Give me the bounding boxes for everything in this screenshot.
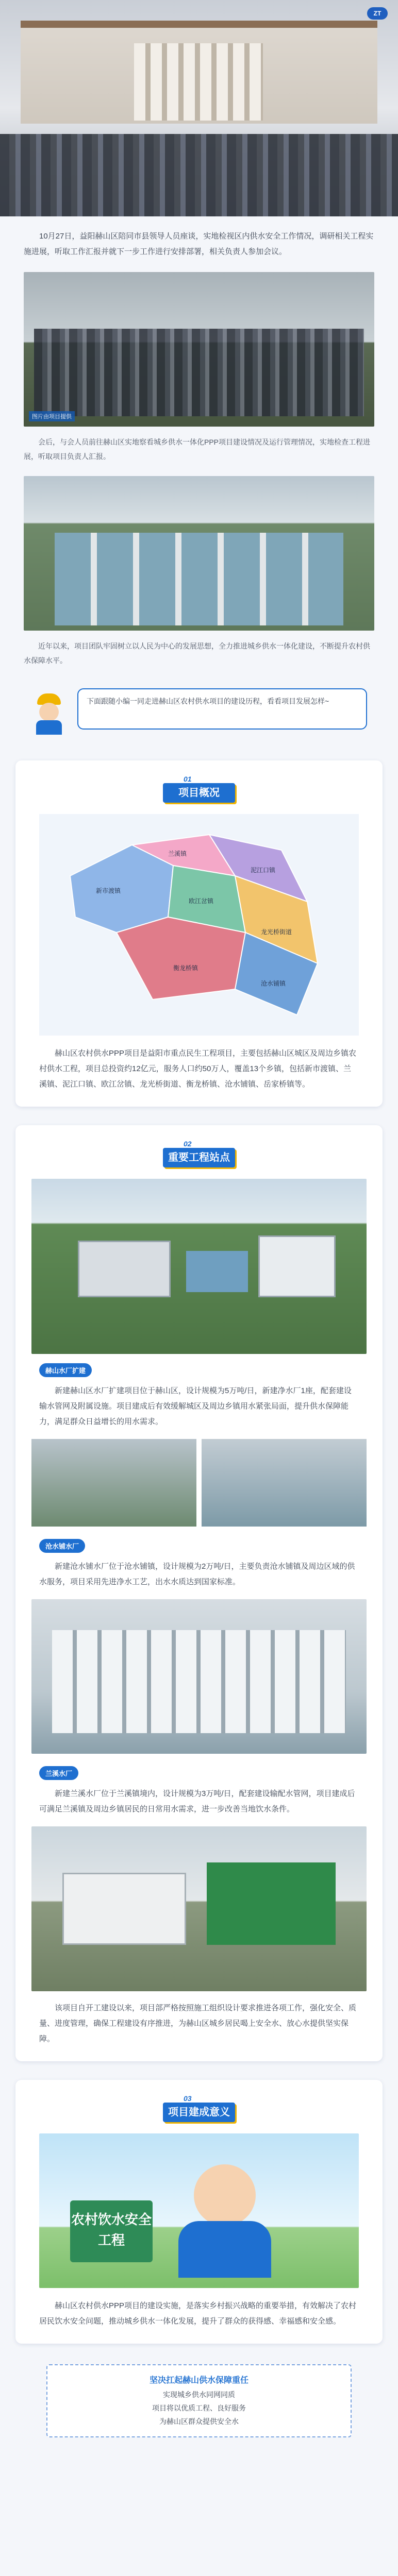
plant1-text: 新建赫山区水厂扩建项目位于赫山区，设计规模为5万吨/日，新建净水厂1座，配套建设输水管网及附属设施。项目建成后有效缓解城区及周边乡镇用水紧张局面，提升供水保障能力，满足群众日益增长的用水需求。 [39, 1386, 352, 1426]
section-stations-card [15, 1125, 383, 2061]
plant2-text: 新建沧水铺水厂位于沧水铺镇，设计规模为2万吨/日，主要负责沧水铺镇及周边区域的供水服务，项目采用先进净水工艺，出水水质达到国家标准。 [39, 1562, 355, 1586]
plant3-tag: 兰溪水厂 [39, 1766, 78, 1780]
map-label: 沧水铺镇 [261, 980, 286, 987]
significance-text: 赫山区农村供水PPP项目的建设实施，是落实乡村振兴战略的重要举措，有效解决了农村居民饮水安全问题，推动城乡供水一体化发展，提升了群众的获得感、幸福感和安全感。 [39, 2301, 357, 2326]
hero-group-photo [0, 0, 398, 216]
plant3-photo [31, 1826, 367, 1991]
pools-caption: 近年以来，项目团队牢固树立以人民为中心的发展思想，全力推进城乡供水一体化建设，不断提升农村供水保障水平。 [24, 642, 370, 665]
treatment-pools-photo [24, 476, 374, 631]
plant2-tag: 沧水铺水厂 [39, 1539, 85, 1553]
district-map [39, 814, 359, 1036]
guide-bubble [31, 683, 367, 740]
map-label: 龙光桥街道 [261, 928, 292, 936]
photo-credit: 图片由项目提供 [29, 411, 75, 421]
plant1-photo-a [31, 1439, 196, 1527]
plant3-text: 新建兰溪水厂位于兰溪镇境内，设计规模为3万吨/日，配套建设输配水管网，项目建成后可满足兰溪镇及周边乡镇居民的日常用水需求，进一步改善当地饮水条件。 [39, 1789, 355, 1814]
hero-building [21, 21, 377, 124]
intro-paragraph: 10月27日，益阳赫山区陪同市县领导人员座谈，实地检视区内供水安全工作情况，调研相关工程实施进展，听取工作汇报并就下一步工作进行安排部署，相关负责人参加会议。 [24, 232, 374, 256]
worker-avatar [31, 693, 67, 735]
section-overview-card [15, 760, 383, 1107]
map-label: 兰溪镇 [168, 850, 187, 857]
plant4-text: 该项目自开工建设以来，项目部严格按照施工组织设计要求推进各项工作，强化安全、质量、进度管理，确保工程建设有序推进，为赫山区城乡居民喝上安全水、放心水提供坚实保障。 [39, 2004, 357, 2043]
map-label: 衡龙桥镇 [173, 964, 198, 972]
map-label: 新市渡镇 [96, 887, 121, 894]
brand-logo: ZT [367, 7, 388, 20]
poster-sign: 农村饮水安全工程 [70, 2200, 153, 2262]
map-label: 泥江口镇 [251, 867, 276, 874]
poster-illustration [39, 2133, 359, 2288]
section-stations-title: 02 重要工程站点 [142, 1140, 256, 1168]
inspection-photo [24, 272, 374, 427]
closing-box: 坚决扛起赫山供水保障重任 实现城乡供水同网同质 项目将以优质工程、良好服务 为赫山区群众提供安全水 [46, 2364, 352, 2437]
bubble-text: 下面跟随小编一同走进赫山区农村供水项目的建设历程，看看项目发展怎样~ [77, 688, 367, 730]
hero-people [0, 134, 398, 216]
plant1-gallery [15, 1439, 383, 1527]
inspection-caption: 会后，与会人员前往赫山区实地察看城乡供水一体化PPP项目建设情况及运行管理情况，实地检查工程进展，听取项目负责人汇报。 [24, 438, 371, 461]
plant1-photo-b [202, 1439, 367, 1527]
map-label: 欧江岔镇 [189, 897, 214, 905]
plant2-photo [31, 1599, 367, 1754]
plant1-tag: 赫山水厂扩建 [39, 1363, 92, 1377]
section-overview-title: 01 项目概况 [142, 775, 256, 804]
overview-text: 赫山区农村供水PPP项目是益阳市重点民生工程项目，主要包括赫山区城区及周边乡镇农村供水工程，项目总投资约12亿元，服务人口约50万人，覆盖13个乡镇，包括新市渡镇、兰溪镇、泥江口镇、欧江岔镇、龙光桥街道、衡龙桥镇、沧水铺镇、岳家桥镇等。 [39, 1049, 357, 1089]
aerial-plant-photo [31, 1179, 367, 1354]
section-significance-card [15, 2080, 383, 2344]
section-significance-title: 03 项目建成意义 [142, 2094, 256, 2123]
